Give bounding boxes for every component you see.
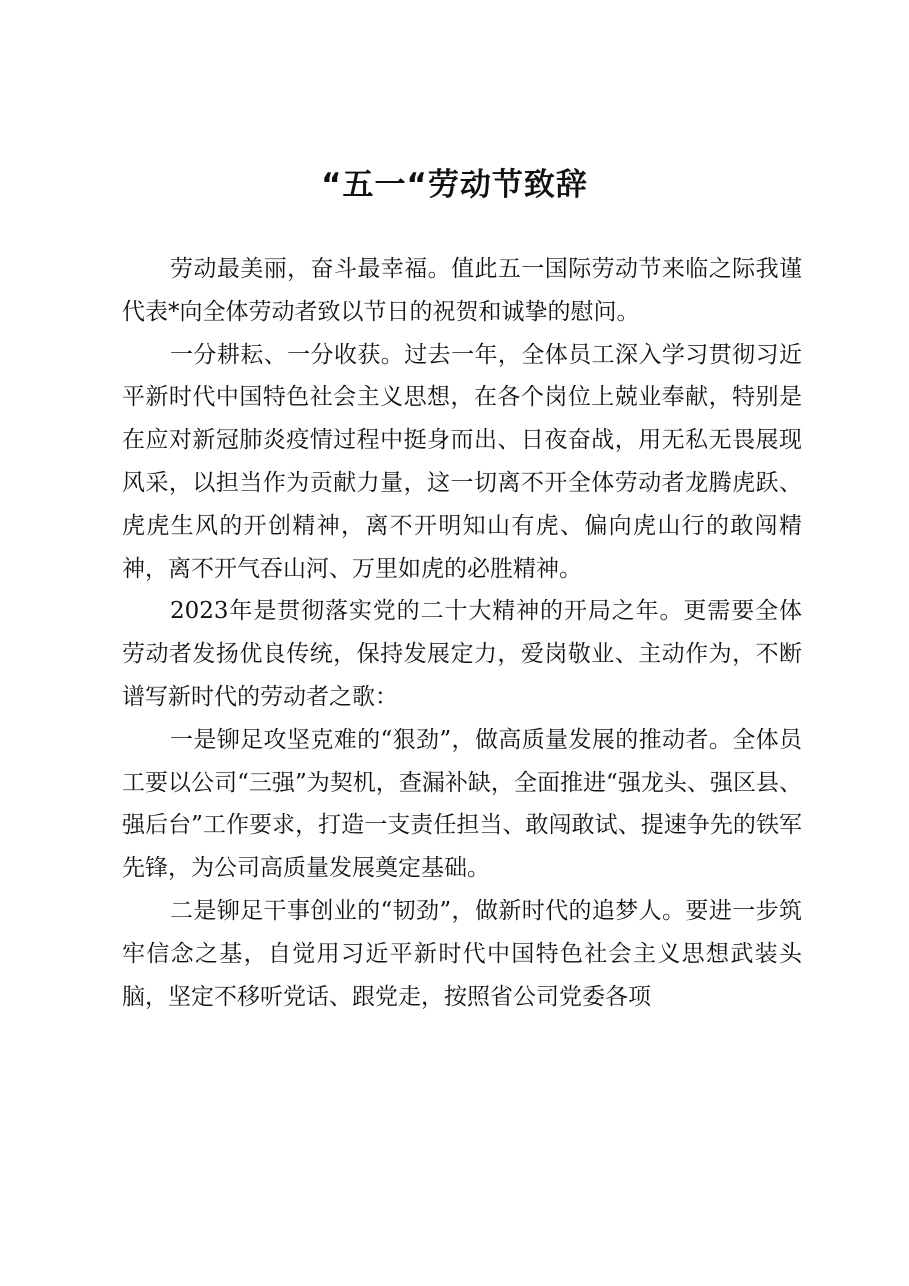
paragraph-point-two: 二是铆足干事创业的“韧劲”，做新时代的追梦人。要进一步筑牢信念之基，自觉用习近平新时代中国特色社会主义思想武装头脑，坚定不移听党话、跟党走，按照省公司党委各项 xyxy=(122,897,802,1010)
document-title: “五一“劳动节致辞 xyxy=(321,167,588,203)
paragraph-greeting: 劳动最美丽，奋斗最幸福。值此五一国际劳动节来临之际我谨代表*向全体劳动者致以节日的祝贺和诚挚的慰问。 xyxy=(122,256,802,325)
document-body xyxy=(122,248,802,1018)
paragraph-outlook: 2023年是贯彻落实党的二十大精神的开局之年。更需要全体劳动者发扬优良传统，保持发展定力，爱岗敬业、主动作为，不断谱写新时代的劳动者之歌： xyxy=(122,598,802,710)
paragraph-point-one: 一是铆足攻坚克难的“狠劲”，做高质量发展的推动者。全体员工要以公司“三强”为契机，查漏补缺，全面推进“强龙头、强区县、强后台”工作要求，打造一支责任担当、敢闯敢试、提速争先的铁军先锋，为公司高质量发展奠定基础。 xyxy=(122,726,802,882)
paragraph-review: 一分耕耘、一分收获。过去一年，全体员工深入学习贯彻习近平新时代中国特色社会主义思想，在各个岗位上兢业奉献，特别是在应对新冠肺炎疫情过程中挺身而出、日夜奋战，用无私无畏展现风采，以担当作为贡献力量，这一切离不开全体劳动者龙腾虎跃、虎虎生风的开创精神，离不开明知山有虎、偏向虎山行的敢闯精神，离不开气吞山河、万里如虎的必胜精神。 xyxy=(122,341,802,582)
